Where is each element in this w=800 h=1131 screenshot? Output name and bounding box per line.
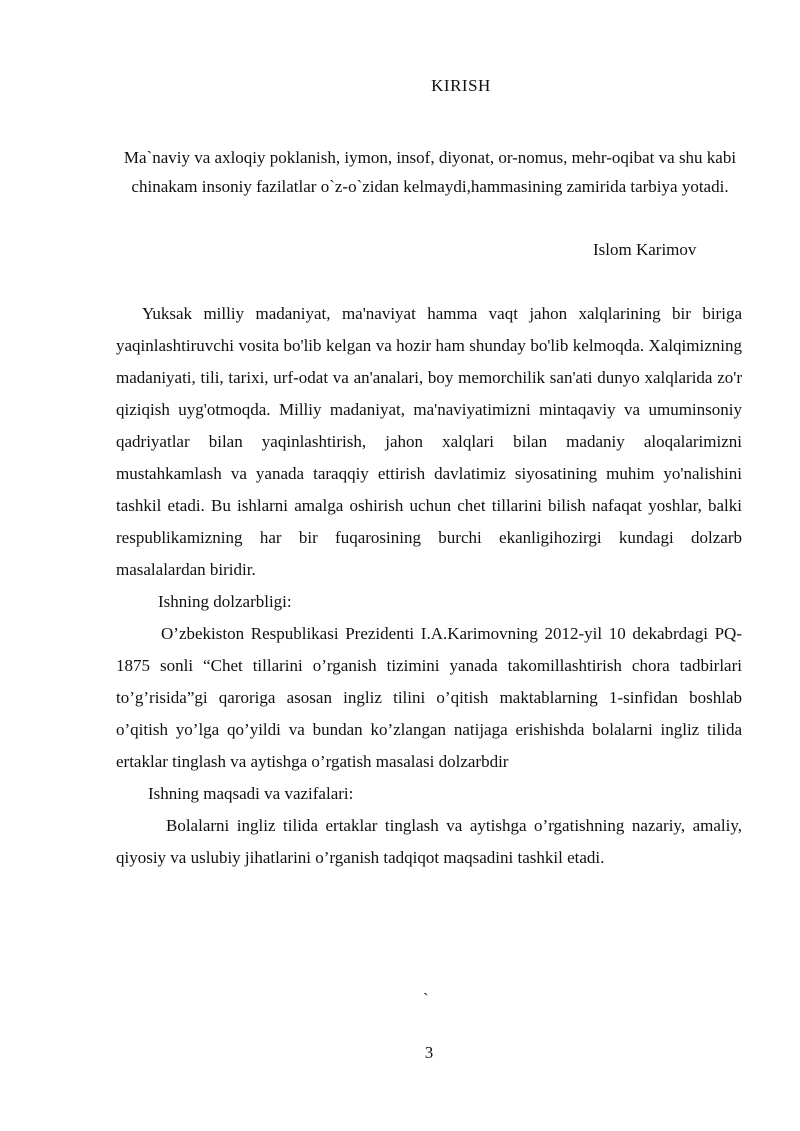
epigraph-quote: Ma`naviy va axloqiy poklanish, iymon, insof, diyonat, or-nomus, mehr-oqibat va shu kabi chinakam insoniy fazilatlar o`z-o`zidan kelmaydi,hammasining zamirida tarbiya yotadi. [123, 148, 737, 196]
relevance-paragraph: O’zbekiston Respublikasi Prezidenti I.A.Karimovning 2012-yil 10 dekabrdagi PQ-1875 sonli “Chet tillarini o’rganish tizimini yanada takomillashtirish chora tadbirlari to’g’risida”gi qaroriga asosan ingliz tilini o’qitish maktablarning 1-sinfidan boshlab o’qitish yo’lga qo’yildi va bundan ko’zlangan natijaga erishishda bolalarni ingliz tilida ertaklar tinglash va aytishga o’rgatish masalasi dolzarbdir [116, 624, 742, 771]
epigraph-author: Islom Karimov [593, 240, 697, 259]
intro-paragraph: Yuksak milliy madaniyat, ma'naviyat hamma vaqt jahon xalqlarining bir biriga yaqinlashtiruvchi vosita bo'lib kelgan va hozir ham shunday bo'lib kelmoqda. Xalqimizning madaniyati, tili, tarixi, urf-odat va an'analari, boy memorchilik san'ati dunyo xalqlarida zo'r qiziqish uyg'otmoqda. Milliy madaniyat, ma'naviyatimizni mintaqaviy va umuminsoniy qadriyatlar bilan yaqinlashtirish, jahon xalqlari bilan madaniy aloqalarimizni mustahkamlash va yanada taraqqiy ettirish davlatimiz siyosatining muhim yo'nalishini tashkil etadi. Bu ishlarni amalga oshirish uchun chet tillarini bilish nafaqat yoshlar, balki respublikamizning har bir fuqarosining burchi ekanligihozirgi kundagi dolzarb masalalardan biridir. [116, 304, 742, 579]
page-title: KIRISH [431, 76, 491, 95]
goals-paragraph: Bolalarni ingliz tilida ertaklar tinglash va aytishga o’rgatishning nazariy, amaliy, qiyosiy va uslubiy jihatlarini o’rganish tadqiqot maqsadini tashkil etadi. [116, 816, 742, 867]
body-text [116, 298, 742, 874]
page-number: 3 [424, 1043, 434, 1062]
goals-heading: Ishning maqsadi va vazifalari: [148, 784, 354, 803]
footer-mark: ` [423, 990, 429, 1009]
relevance-heading: Ishning dolzarbligi: [158, 592, 292, 611]
